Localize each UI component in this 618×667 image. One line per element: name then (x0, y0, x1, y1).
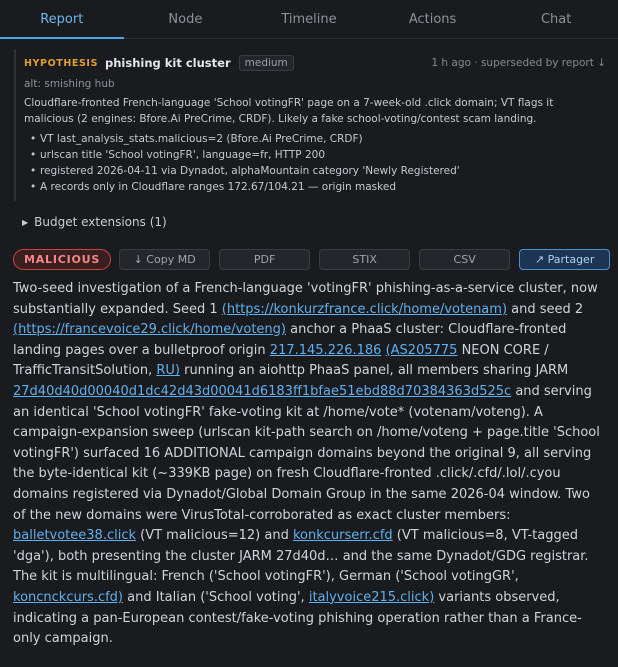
confidence-badge: medium (239, 55, 294, 71)
report-text: anchor a PhaaS cluster: Cloudflare-fronted landing pages over a bulletproof origin (13, 322, 567, 358)
report-text: and Italian ('School voting', (123, 589, 309, 605)
report-text: NEON CORE / TrafficTransitSolution, (13, 342, 549, 379)
report-link[interactable]: 217.145.226.186 (269, 342, 382, 358)
report-link[interactable]: (https://francevoice29.click/home/voteng) (13, 322, 286, 338)
tab-chat[interactable]: Chat (540, 12, 572, 27)
report-link[interactable]: RU) (156, 363, 180, 379)
share-button[interactable]: ↗ Partager (519, 249, 610, 270)
evidence-item: • registered 2026-04-11 via Dynadot, alphaMountain category 'Newly Registered' (30, 163, 606, 179)
report-text: variants observed, indicating a pan-European contest/fake-voting phishing operation rather than a France-only campaign. (13, 589, 582, 647)
report-text: and seed 2 (507, 301, 584, 317)
tab-report[interactable]: Report (0, 0, 124, 38)
hypothesis-meta[interactable]: 1 h ago · superseded by report ↓ (431, 57, 606, 69)
report-narrative (13, 279, 606, 650)
report-actions (13, 249, 618, 270)
report-text: and serving an identical 'School votingFR' fake-voting kit at /home/vote* (votenam/voteng). A campaign-expansion sweep (urlscan kit-path search on /home/voteng + page.title 'School votingFR') surfaced 16 ADDITIONAL campaign domains beyond the original 9, all serving the byte-identical kit (~339KB page) on fresh Cloudflare-fronted .click/.cfd/.lol/.cyou domains registered via Dynadot/Global Domain Group in the same 2026-04 window. Two of the new domains were VirusTotal-corroborated as exact cluster members: (13, 383, 600, 523)
tab-actions[interactable]: Actions (408, 12, 457, 27)
budget-extensions-label: Budget extensions (1) (34, 215, 167, 229)
evidence-list (24, 131, 606, 195)
caret-right-icon: ▶ (22, 217, 29, 227)
verdict-badge: MALICIOUS (13, 249, 111, 270)
stix-button[interactable]: STIX (319, 249, 410, 270)
hypothesis-tag: HYPOTHESIS (24, 57, 99, 69)
hypothesis-card (14, 49, 606, 201)
evidence-item: • VT last_analysis_stats.malicious=2 (Bfore.Ai PreCrime, CRDF) (30, 131, 606, 147)
report-link[interactable]: koncnckcurs.cfd) (13, 589, 124, 605)
hypothesis-alt: alt: smishing hub (24, 78, 115, 90)
copy-md-button[interactable]: ↓ Copy MD (119, 249, 210, 270)
report-link[interactable]: (AS205775 (385, 342, 458, 358)
report-text: running an aiohttp PhaaS panel, all members sharing JARM (179, 363, 569, 379)
evidence-item: • urlscan title 'School votingFR', language=fr, HTTP 200 (30, 147, 606, 163)
report-text: (VT malicious=12) and (136, 528, 293, 544)
evidence-item: • A records only in Cloudflare ranges 172.67/104.21 — origin masked (30, 179, 606, 195)
report-link[interactable]: balletvotee38.click (13, 528, 136, 544)
budget-extensions-toggle[interactable] (22, 215, 618, 229)
tab-node[interactable]: Node (168, 12, 203, 27)
tab-bar (0, 0, 618, 39)
hypothesis-header (24, 55, 606, 71)
hypothesis-title: phishing kit cluster (105, 56, 231, 70)
csv-button[interactable]: CSV (419, 249, 510, 270)
report-link[interactable]: (https://konkurzfrance.click/home/votenam) (221, 301, 508, 317)
report-link[interactable]: 27d40d40d00040d1dc42d43d00041d6183ff1bfae51ebd88d70384363d525c (13, 383, 512, 399)
report-text: (VT malicious=8, VT-tagged 'dga'), both presenting the cluster JARM 27d40d… and the same Dynadot/GDG registrar. The kit is multilingual: French ('School votingFR'), German ('School votingGR', (13, 528, 589, 585)
hypothesis-summary: Cloudflare-fronted French-language 'School votingFR' page on a 7-week-old .click domain; VT flags it malicious (2 engines: Bfore.Ai PreCrime, CRDF). Likely a fake school-voting/contest scam landing. (24, 97, 554, 125)
tab-timeline[interactable]: Timeline (281, 12, 337, 27)
report-link[interactable]: italyvoice215.click) (308, 589, 435, 605)
pdf-button[interactable]: PDF (219, 249, 310, 270)
report-text: Two-seed investigation of a French-language 'votingFR' phishing-as-a-service cluster, now substantially expanded. Seed 1 (13, 281, 598, 317)
report-link[interactable]: konkcurserr.cfd (292, 528, 393, 544)
